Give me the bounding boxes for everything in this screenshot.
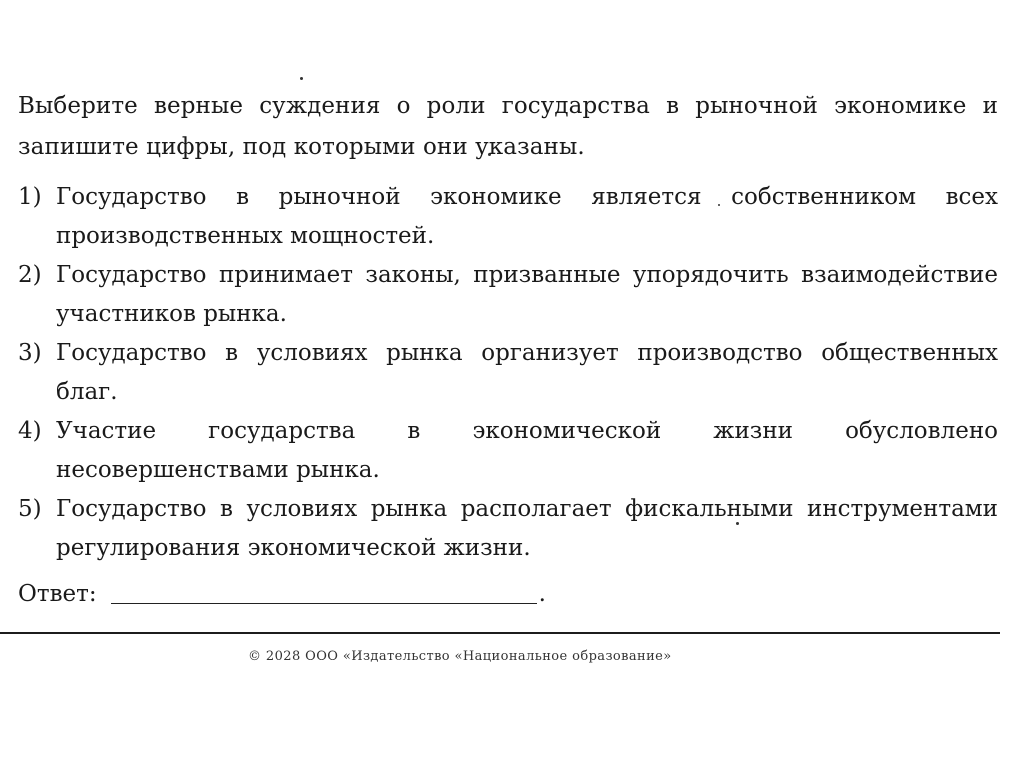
statement-number: 4) — [18, 418, 42, 444]
scan-speck — [300, 77, 303, 80]
statement-text: Государство в условиях рынка располагает фискальными инструментами регулирования экономической жизни. — [56, 496, 998, 561]
statement-text: Государство в рыночной экономике является собственником всех производственных мощностей. — [56, 184, 998, 249]
publisher-footer: © 2028 ООО «Издательство «Национальное образование» — [248, 649, 672, 664]
statement-number: 3) — [18, 340, 42, 366]
statement-item — [18, 178, 998, 256]
statement-number: 1) — [18, 184, 42, 210]
answer-terminator: . — [538, 581, 546, 607]
question-prompt: Выберите верные суждения о роли государства в рыночной экономике и запишите цифры, под которыми они указаны. — [18, 93, 998, 160]
answer-row — [18, 574, 546, 614]
statement-list — [18, 178, 998, 568]
statement-item — [18, 490, 998, 568]
statement-item — [18, 334, 998, 412]
answer-label: Ответ: — [18, 581, 97, 607]
answer-input-line[interactable] — [111, 602, 537, 604]
statement-text: Государство принимает законы, призванные упорядочить взаимодействие участников рынка. — [56, 262, 998, 327]
statement-item — [18, 256, 998, 334]
statement-item — [18, 412, 998, 490]
statement-text: Государство в условиях рынка организует производство общественных благ. — [56, 340, 998, 405]
footer-divider — [0, 632, 1000, 634]
statement-number: 2) — [18, 262, 42, 288]
statement-number: 5) — [18, 496, 42, 522]
statement-text: Участие государства в экономической жизни обусловлено несовершенствами рынка. — [56, 418, 998, 483]
